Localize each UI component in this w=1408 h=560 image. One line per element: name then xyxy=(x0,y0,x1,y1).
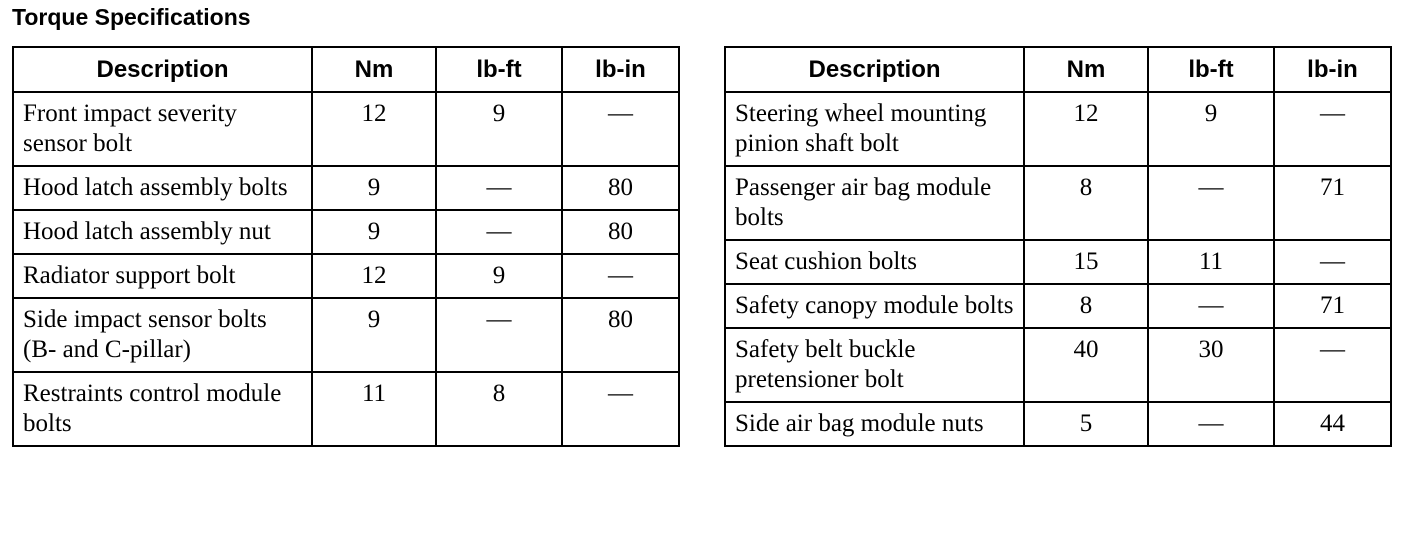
cell-lbft: 9 xyxy=(436,254,562,298)
cell-lbin: 71 xyxy=(1274,166,1391,240)
cell-lbin: 71 xyxy=(1274,284,1391,328)
cell-description: Hood latch assembly nut xyxy=(13,210,312,254)
table-row xyxy=(13,210,679,254)
table-row xyxy=(13,254,679,298)
cell-lbft: — xyxy=(1148,402,1274,446)
torque-table-right xyxy=(724,46,1392,447)
cell-nm: 9 xyxy=(312,298,436,372)
cell-nm: 11 xyxy=(312,372,436,446)
table-row xyxy=(725,166,1391,240)
table-header-row xyxy=(13,47,679,92)
cell-lbin: — xyxy=(562,254,679,298)
table-row xyxy=(13,166,679,210)
page-title: Torque Specifications xyxy=(12,4,251,30)
cell-description: Passenger air bag module bolts xyxy=(725,166,1024,240)
table-row xyxy=(725,284,1391,328)
table-row xyxy=(13,372,679,446)
header-nm: Nm xyxy=(1024,47,1148,92)
torque-table-left xyxy=(12,46,680,447)
cell-nm: 5 xyxy=(1024,402,1148,446)
cell-lbft: 11 xyxy=(1148,240,1274,284)
cell-lbin: — xyxy=(1274,328,1391,402)
cell-lbin: — xyxy=(1274,92,1391,166)
cell-description: Front impact severity sensor bolt xyxy=(13,92,312,166)
table-row xyxy=(725,402,1391,446)
table-header-row xyxy=(725,47,1391,92)
header-lbft: lb-ft xyxy=(436,47,562,92)
table-row xyxy=(13,298,679,372)
header-nm: Nm xyxy=(312,47,436,92)
cell-lbin: 80 xyxy=(562,166,679,210)
cell-lbft: — xyxy=(436,210,562,254)
table-row xyxy=(725,240,1391,284)
cell-nm: 15 xyxy=(1024,240,1148,284)
cell-lbin: — xyxy=(562,92,679,166)
cell-lbin: 80 xyxy=(562,298,679,372)
header-description: Description xyxy=(13,47,312,92)
cell-lbft: — xyxy=(1148,166,1274,240)
cell-lbft: 30 xyxy=(1148,328,1274,402)
cell-lbft: — xyxy=(436,298,562,372)
cell-description: Safety canopy module bolts xyxy=(725,284,1024,328)
cell-description: Hood latch assembly bolts xyxy=(13,166,312,210)
header-lbin: lb-in xyxy=(1274,47,1391,92)
cell-nm: 8 xyxy=(1024,284,1148,328)
cell-description: Restraints control module bolts xyxy=(13,372,312,446)
cell-nm: 12 xyxy=(1024,92,1148,166)
cell-lbin: — xyxy=(562,372,679,446)
table-row xyxy=(725,92,1391,166)
cell-nm: 8 xyxy=(1024,166,1148,240)
cell-lbin: 44 xyxy=(1274,402,1391,446)
cell-description: Safety belt buckle pretensioner bolt xyxy=(725,328,1024,402)
cell-description: Side air bag module nuts xyxy=(725,402,1024,446)
header-description: Description xyxy=(725,47,1024,92)
cell-nm: 12 xyxy=(312,92,436,166)
table-row xyxy=(725,328,1391,402)
cell-description: Seat cushion bolts xyxy=(725,240,1024,284)
cell-lbin: 80 xyxy=(562,210,679,254)
cell-description: Side impact sensor bolts (B- and C-pillar) xyxy=(13,298,312,372)
cell-lbft: 9 xyxy=(1148,92,1274,166)
cell-lbft: 9 xyxy=(436,92,562,166)
cell-description: Steering wheel mounting pinion shaft bolt xyxy=(725,92,1024,166)
header-lbin: lb-in xyxy=(562,47,679,92)
header-lbft: lb-ft xyxy=(1148,47,1274,92)
cell-nm: 12 xyxy=(312,254,436,298)
cell-lbft: 8 xyxy=(436,372,562,446)
table-row xyxy=(13,92,679,166)
cell-lbft: — xyxy=(1148,284,1274,328)
cell-description: Radiator support bolt xyxy=(13,254,312,298)
cell-nm: 9 xyxy=(312,166,436,210)
cell-nm: 9 xyxy=(312,210,436,254)
cell-nm: 40 xyxy=(1024,328,1148,402)
cell-lbin: — xyxy=(1274,240,1391,284)
cell-lbft: — xyxy=(436,166,562,210)
